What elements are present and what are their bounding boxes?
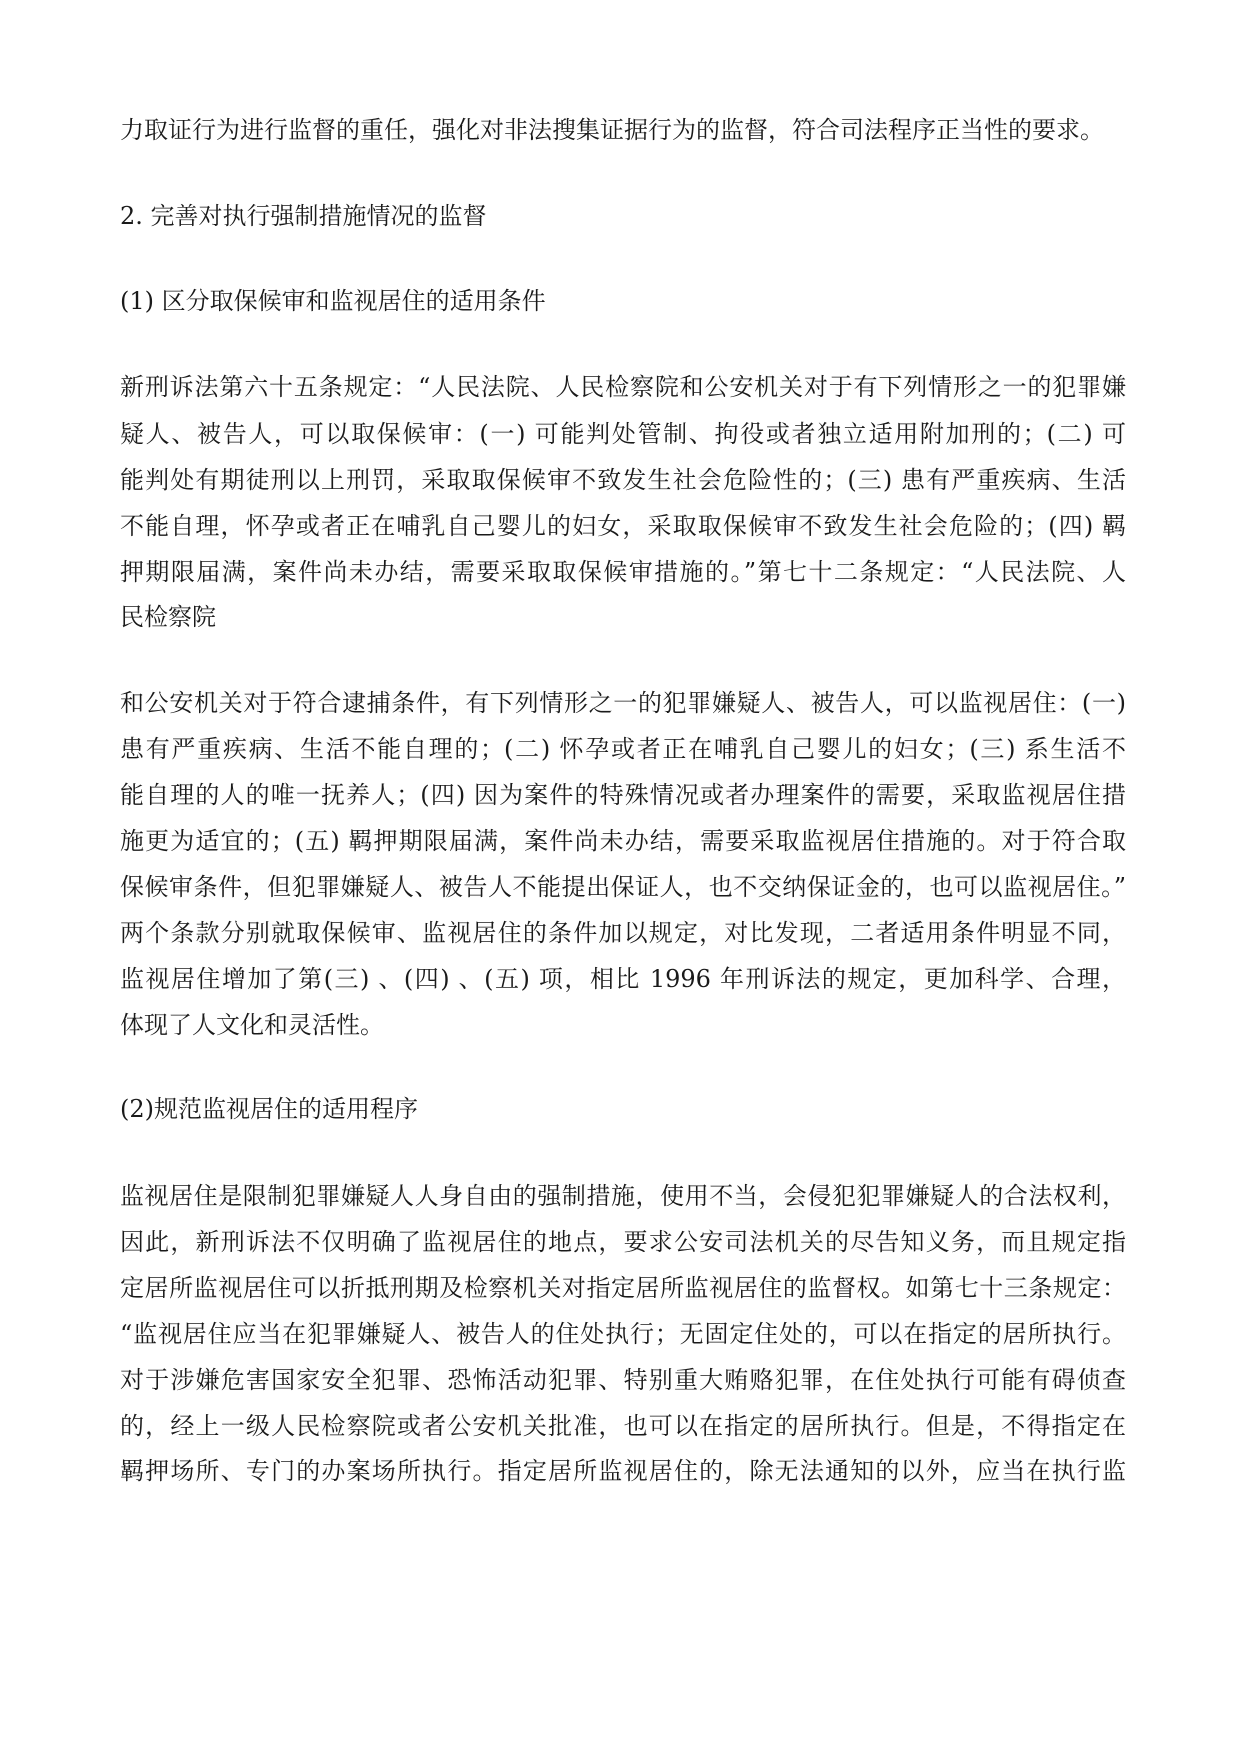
body-text-line: 定居所监视居住可以折抵刑期及检察机关对指定居所监视居住的监督权。如第七十三条规定： xyxy=(120,1274,1126,1302)
subsection-heading: (2)规范监视居住的适用程序 xyxy=(120,1095,418,1123)
body-text-line: 能判处有期徒刑以上刑罚，采取取保候审不致发生社会危险性的；(三) 患有严重疾病、生活 xyxy=(120,466,1126,494)
section-heading: 2. 完善对执行强制措施情况的监督 xyxy=(120,202,487,230)
body-text-line: 民检察院 xyxy=(120,603,216,631)
body-text-line: 疑人、被告人，可以取保候审：(一) 可能判处管制、拘役或者独立适用附加刑的；(二) 可 xyxy=(120,420,1126,448)
body-text-line: 押期限届满，案件尚未办结，需要采取取保候审措施的。”第七十二条规定：“人民法院、人 xyxy=(120,558,1126,586)
body-text-line: 施更为适宜的；(五) 羁押期限届满，案件尚未办结，需要采取监视居住措施的。对于符合取 xyxy=(120,827,1126,855)
body-text-line: 能自理的人的唯一抚养人；(四) 因为案件的特殊情况或者办理案件的需要，采取监视居住措 xyxy=(120,781,1126,809)
body-text-line: 监视居住增加了第(三) 、(四) 、(五) 项，相比 1996 年刑诉法的规定，更加科学、合理， xyxy=(120,965,1126,993)
subsection-heading: (1) 区分取保候审和监视居住的适用条件 xyxy=(120,287,546,315)
body-text-line: 羁押场所、专门的办案场所执行。指定居所监视居住的，除无法通知的以外，应当在执行监 xyxy=(120,1457,1126,1485)
body-text-line: 不能自理，怀孕或者正在哺乳自己婴儿的妇女，采取取保候审不致发生社会危险的；(四) 羁 xyxy=(120,512,1126,540)
body-text-line: 两个条款分别就取保候审、监视居住的条件加以规定，对比发现，二者适用条件明显不同， xyxy=(120,919,1126,947)
body-text-line: 监视居住是限制犯罪嫌疑人人身自由的强制措施，使用不当，会侵犯犯罪嫌疑人的合法权利， xyxy=(120,1182,1126,1210)
body-text-line: 因此，新刑诉法不仅明确了监视居住的地点，要求公安司法机关的尽告知义务，而且规定指 xyxy=(120,1228,1126,1256)
body-text-line: “监视居住应当在犯罪嫌疑人、被告人的住处执行；无固定住处的，可以在指定的居所执行。 xyxy=(120,1320,1126,1348)
body-text-line: 和公安机关对于符合逮捕条件，有下列情形之一的犯罪嫌疑人、被告人，可以监视居住：(一) xyxy=(120,689,1126,717)
body-text-line: 患有严重疾病、生活不能自理的；(二) 怀孕或者正在哺乳自己婴儿的妇女；(三) 系生活不 xyxy=(120,735,1126,763)
body-text-line: 体现了人文化和灵活性。 xyxy=(120,1011,384,1039)
body-text-line: 保候审条件，但犯罪嫌疑人、被告人不能提出保证人，也不交纳保证金的，也可以监视居住。” xyxy=(120,873,1126,901)
body-text-line: 新刑诉法第六十五条规定：“人民法院、人民检察院和公安机关对于有下列情形之一的犯罪嫌 xyxy=(120,373,1126,401)
body-text-line: 的，经上一级人民检察院或者公安机关批准，也可以在指定的居所执行。但是，不得指定在 xyxy=(120,1412,1126,1440)
body-text-line: 对于涉嫌危害国家安全犯罪、恐怖活动犯罪、特别重大贿赂犯罪，在住处执行可能有碍侦查 xyxy=(120,1366,1126,1394)
body-text-line: 力取证行为进行监督的重任，强化对非法搜集证据行为的监督，符合司法程序正当性的要求。 xyxy=(120,116,1104,144)
